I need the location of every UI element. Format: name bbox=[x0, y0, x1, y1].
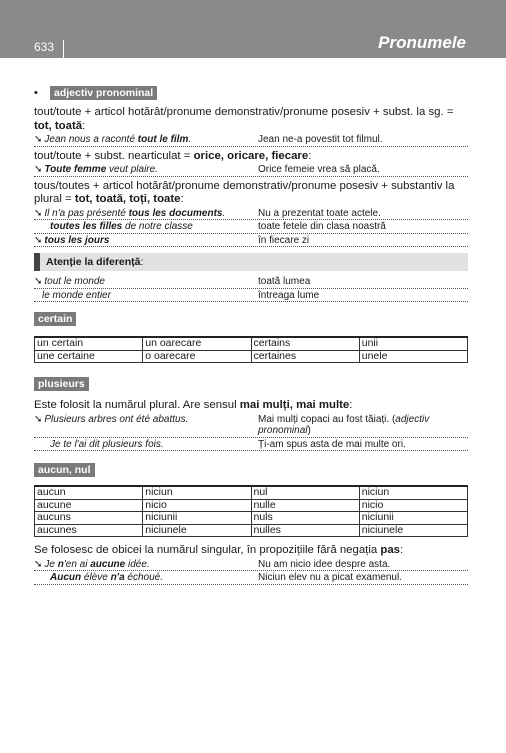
arrow-down-right-icon: ➘ bbox=[34, 234, 43, 246]
arrow-down-right-icon: ➘ bbox=[34, 207, 43, 219]
arrow-down-right-icon: ➘ bbox=[34, 276, 43, 287]
example-row: ➘ Il n'a pas présenté tous les documents. Nu a prezentat toate actele. bbox=[34, 207, 468, 221]
arrow-down-right-icon: ➘ bbox=[34, 164, 43, 175]
arrow-down-right-icon: ➘ bbox=[34, 413, 43, 425]
section-tag: plusieurs bbox=[34, 377, 89, 391]
rule-text: tout/toute + articol hotărât/pronume demonstrativ/pronume posesiv + subst. la sg. = tot, toată: bbox=[34, 106, 454, 132]
rule-text: Se folosesc de obicei la numărul singular, în propozițiile fără negația pas: bbox=[34, 544, 404, 556]
note-box-heading: Atenție la diferență: bbox=[34, 253, 468, 271]
example-row: ➘ tout le monde toată lumea bbox=[34, 275, 468, 289]
chapter-title: Pronumele bbox=[378, 33, 466, 52]
certain-table bbox=[34, 336, 468, 363]
rule-text: Este folosit la numărul plural. Are sensul mai mulți, mai multe: bbox=[34, 399, 353, 411]
page-number: 633 bbox=[34, 40, 55, 54]
table-row: aucuns niciunii nuls niciunii bbox=[35, 512, 468, 525]
example-row: ➘ Je n'en ai aucune idée. Nu am nicio idee despre asta. bbox=[34, 558, 468, 572]
bullet-icon: • bbox=[34, 86, 38, 99]
section-tag: certain bbox=[34, 312, 76, 326]
arrow-down-right-icon: ➘ bbox=[34, 558, 43, 570]
page-number-divider bbox=[63, 40, 64, 58]
page-content bbox=[34, 86, 468, 585]
rule-text: tous/toutes + articol hotărât/pronume demonstrativ/pronume posesiv + substantiv la plural = tot, toată, toți, toate: bbox=[34, 179, 455, 205]
aucun-table bbox=[34, 485, 468, 537]
rule-text: tout/toute + subst. nearticulat = orice, oricare, fiecare: bbox=[34, 149, 312, 162]
example-row: ➘ Plusieurs arbres ont été abattus. Mai mulți copaci au fost tăiați. (adjectiv pronominal) bbox=[34, 413, 468, 438]
table-row: une certaine o oarecare certaines unele bbox=[35, 350, 468, 363]
section-heading-adjectiv bbox=[34, 86, 468, 100]
table-row: aucun niciun nul niciun bbox=[35, 486, 468, 499]
table-row: aucunes niciunele nulles niciunele bbox=[35, 524, 468, 537]
example-row: toutes les filles de notre classe toate fetele din clasa noastră bbox=[34, 220, 468, 234]
table-row: aucune nicio nulle nicio bbox=[35, 499, 468, 512]
section-tag: adjectiv pronominal bbox=[50, 86, 157, 100]
example-row: le monde entier întreaga lume bbox=[34, 289, 468, 303]
example-row: ➘ tous les jours în fiecare zi bbox=[34, 234, 468, 248]
arrow-down-right-icon: ➘ bbox=[34, 134, 43, 145]
example-row: Je te l'ai dit plusieurs fois. Ți-am spus asta de mai multe ori. bbox=[34, 438, 468, 452]
example-row: ➘ Toute femme veut plaire. Orice femeie vrea să placă. bbox=[34, 163, 468, 177]
page-header bbox=[0, 0, 506, 58]
table-row: un certain un oarecare certains unii bbox=[35, 337, 468, 350]
example-row: Aucun élève n'a échoué. Niciun elev nu a picat examenul. bbox=[34, 571, 468, 585]
section-tag: aucun, nul bbox=[34, 463, 95, 477]
example-row: ➘ Jean nous a raconté tout le film. Jean ne-a povestit tot filmul. bbox=[34, 133, 468, 147]
